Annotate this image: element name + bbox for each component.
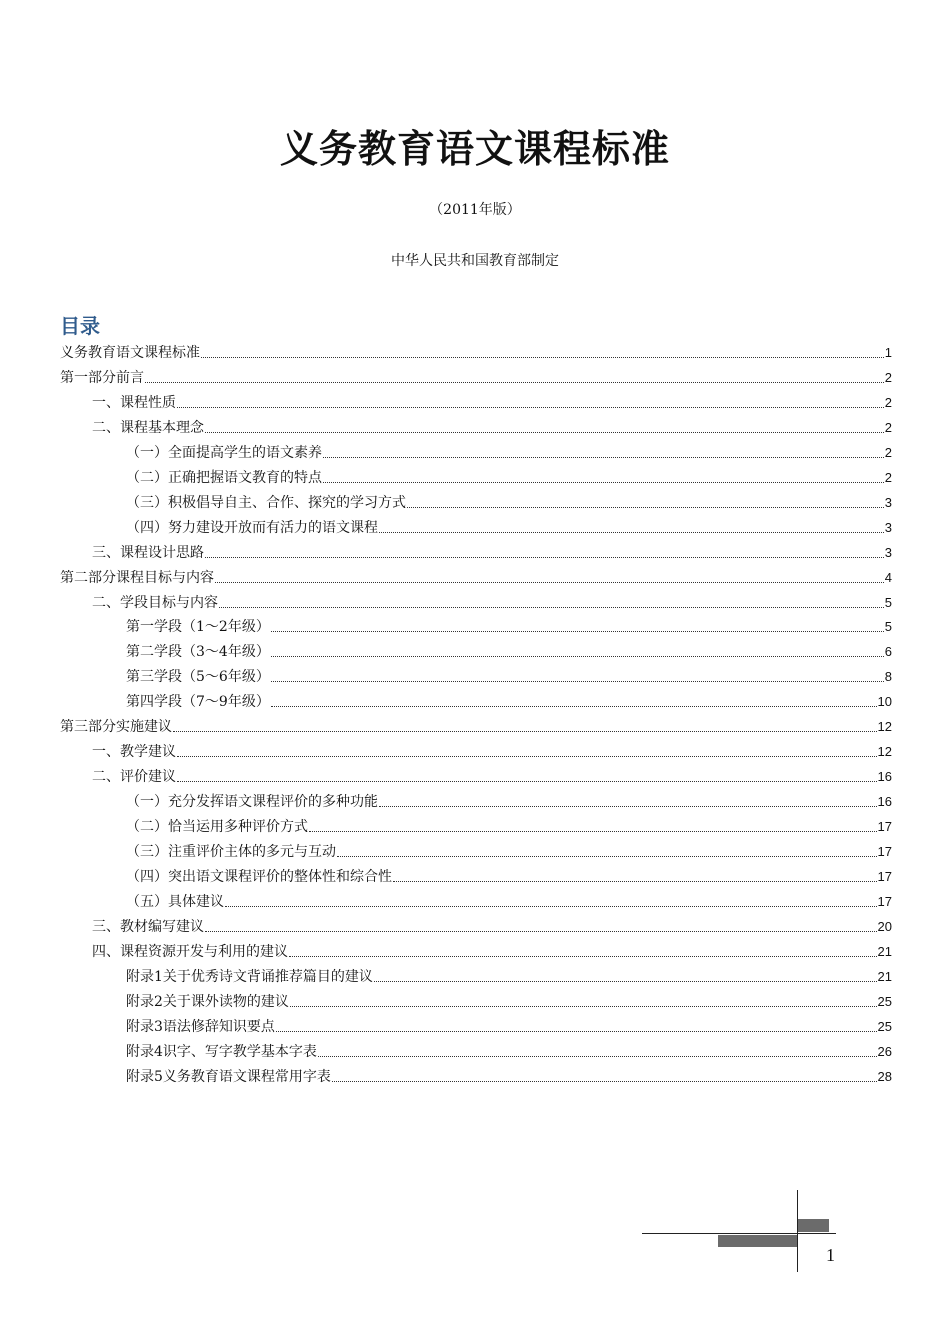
toc-dot-leader (205, 557, 884, 558)
toc-entry-label: 附录2关于课外读物的建议 (126, 993, 289, 1010)
toc-entry-page-number: 2 (884, 394, 892, 410)
page-number: 1 (826, 1245, 835, 1265)
toc-entry-page-number: 17 (877, 893, 892, 909)
toc-entry-label: （一）充分发挥语文课程评价的多种功能 (126, 794, 378, 811)
toc-entry-label: 附录5义务教育语文课程常用字表 (126, 1068, 331, 1085)
toc-entry-page-number: 2 (884, 419, 892, 435)
toc-entry-label: （三）注重评价主体的多元与互动 (126, 844, 336, 860)
toc-dot-leader (225, 906, 877, 907)
toc-entry[interactable] (92, 762, 892, 787)
toc-entry-page-number: 26 (877, 1043, 892, 1059)
toc-entry-label: （三）积极倡导自主、合作、探究的学习方式 (126, 494, 406, 511)
toc-entry-label: （四）努力建设开放而有活力的语文课程 (126, 519, 378, 536)
toc-entry-page-number: 21 (877, 943, 892, 959)
toc-entry[interactable] (60, 712, 892, 737)
toc-dot-leader (173, 731, 877, 732)
toc-dot-leader (379, 806, 877, 807)
toc-dot-leader (271, 706, 877, 707)
toc-dot-leader (201, 357, 884, 358)
toc-entry-page-number: 6 (884, 644, 892, 660)
toc-dot-leader (276, 1031, 877, 1032)
footer-bar-upper (798, 1219, 829, 1232)
toc-entry[interactable] (92, 588, 892, 613)
toc-dot-leader (318, 1056, 877, 1057)
toc-entry-page-number: 12 (877, 719, 892, 735)
toc-entry-page-number: 3 (884, 544, 892, 560)
toc-dot-leader (205, 931, 877, 932)
toc-entry-label: 第二部分课程目标与内容 (60, 569, 214, 586)
toc-dot-leader (374, 981, 877, 982)
toc-dot-leader (177, 407, 884, 408)
toc-entry-page-number: 4 (884, 569, 892, 585)
toc-entry-label: 第三部分实施建议 (60, 719, 172, 736)
toc-entry-page-number: 5 (884, 619, 892, 635)
toc-entry-page-number: 25 (877, 1018, 892, 1034)
toc-entry-label: （五）具体建议 (126, 893, 224, 910)
footer-horizontal-rule (642, 1233, 836, 1234)
toc-entry[interactable] (126, 637, 892, 662)
toc-entry[interactable] (126, 488, 892, 513)
toc-entry[interactable] (126, 987, 892, 1012)
toc-entry-page-number: 2 (884, 369, 892, 385)
toc-entry[interactable] (92, 413, 892, 438)
footer-bar-lower (718, 1235, 797, 1247)
toc-dot-leader (271, 656, 884, 657)
toc-entry-page-number: 12 (877, 744, 892, 760)
toc-entry-page-number: 2 (884, 444, 892, 460)
toc-entry-page-number: 17 (877, 868, 892, 884)
toc-entry[interactable] (126, 687, 892, 712)
toc-dot-leader (323, 457, 884, 458)
toc-entry-label: 第一学段（1～2年级） (126, 619, 270, 636)
toc-entry[interactable] (126, 438, 892, 463)
toc-dot-leader (323, 482, 884, 483)
toc-dot-leader (337, 856, 877, 857)
toc-dot-leader (332, 1081, 877, 1082)
toc-entry[interactable] (126, 962, 892, 987)
toc-dot-leader (177, 781, 877, 782)
toc-entry-label: 附录3语法修辞知识要点 (126, 1018, 275, 1035)
toc-entry-page-number: 8 (884, 669, 892, 685)
toc-entry[interactable] (60, 563, 892, 588)
toc-entry-label: 四、课程资源开发与利用的建议 (92, 943, 288, 960)
toc-entry[interactable] (126, 1062, 892, 1087)
toc-entry-label: 一、教学建议 (92, 744, 176, 761)
toc-entry-page-number: 21 (877, 968, 892, 984)
toc-entry-page-number: 10 (877, 694, 892, 710)
toc-entry-page-number: 16 (877, 794, 892, 810)
toc-entry[interactable] (92, 937, 892, 962)
toc-entry-label: （一）全面提高学生的语文素养 (126, 444, 322, 461)
toc-entry[interactable] (126, 862, 892, 887)
toc-dot-leader (393, 881, 877, 882)
toc-entry-page-number: 25 (877, 993, 892, 1009)
toc-entry-label: 附录4识字、写字教学基本字表 (126, 1043, 317, 1060)
toc-entry-label: 第三学段（5～6年级） (126, 669, 270, 686)
toc-entry[interactable] (126, 787, 892, 812)
toc-entry-label: 义务教育语文课程标准 (60, 345, 200, 361)
toc-entry-page-number: 1 (884, 345, 892, 360)
toc-dot-leader (219, 607, 884, 608)
toc-entry-label: （四）突出语文课程评价的整体性和综合性 (126, 868, 392, 885)
toc-entry[interactable] (92, 388, 892, 413)
toc-entry-page-number: 3 (884, 494, 892, 510)
toc-entry[interactable] (126, 1012, 892, 1037)
toc-entry[interactable] (92, 912, 892, 937)
toc-entry-label: 一、课程性质 (92, 394, 176, 411)
toc-entry-label: 附录1关于优秀诗文背诵推荐篇目的建议 (126, 968, 373, 985)
toc-entry[interactable] (126, 887, 892, 912)
toc-entry[interactable] (126, 1037, 892, 1062)
toc-entry-label: 二、学段目标与内容 (92, 594, 218, 611)
toc-entry-page-number: 17 (877, 819, 892, 835)
document-title: 义务教育语文课程标准 (279, 127, 670, 171)
toc-entry-page-number: 16 (877, 769, 892, 785)
toc-entry-page-number: 2 (884, 469, 892, 485)
edition-label: （2011年版） (429, 202, 521, 218)
toc-dot-leader (290, 1006, 877, 1007)
toc-entry-label: 第二学段（3～4年级） (126, 644, 270, 661)
toc-dot-leader (177, 756, 877, 757)
toc-entry-page-number: 3 (884, 519, 892, 535)
toc-dot-leader (145, 382, 884, 383)
toc-entry-page-number: 28 (877, 1068, 892, 1084)
toc-heading: 目录 (60, 314, 100, 338)
toc-entry-label: 第一部分前言 (60, 369, 144, 386)
toc-entry[interactable] (126, 837, 892, 862)
toc-entry[interactable] (126, 812, 892, 837)
toc-dot-leader (407, 507, 884, 508)
toc-dot-leader (205, 432, 884, 433)
toc-entry-label: 第四学段（7～9年级） (126, 694, 270, 711)
toc-entry-label: 二、课程基本理念 (92, 419, 204, 436)
toc-entry[interactable] (126, 513, 892, 538)
toc-entry[interactable] (126, 662, 892, 687)
toc-dot-leader (271, 631, 884, 632)
toc-entry-label: 三、教材编写建议 (92, 918, 204, 935)
toc-dot-leader (271, 681, 884, 682)
toc-entry-page-number: 20 (877, 918, 892, 934)
toc-dot-leader (379, 532, 884, 533)
toc-entry[interactable] (126, 463, 892, 488)
toc-entry-page-number: 17 (877, 844, 892, 859)
toc-entry[interactable] (60, 363, 892, 388)
toc-dot-leader (289, 956, 877, 957)
toc-entry-label: （二）正确把握语文教育的特点 (126, 469, 322, 486)
toc-entry[interactable] (60, 338, 892, 363)
toc-dot-leader (215, 582, 884, 583)
toc-entry-label: 三、课程设计思路 (92, 544, 204, 561)
toc-entry[interactable] (92, 737, 892, 762)
toc-entry[interactable] (126, 612, 892, 637)
toc-entry-label: 二、评价建议 (92, 769, 176, 786)
toc-entry-page-number: 5 (884, 594, 892, 610)
toc-entry[interactable] (92, 538, 892, 563)
publisher-label: 中华人民共和国教育部制定 (391, 253, 559, 269)
toc-dot-leader (309, 831, 877, 832)
toc-entry-label: （二）恰当运用多种评价方式 (126, 819, 308, 836)
